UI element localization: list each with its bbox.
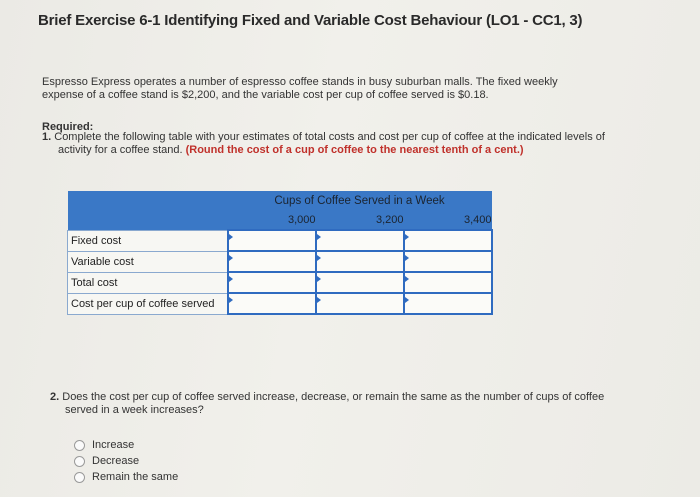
question-2: [50, 391, 625, 417]
page-title: Brief Exercise 6-1 Identifying Fixed and Variable Cost Behaviour (LO1 - CC1, 3): [38, 12, 583, 29]
cost-per-cup-input-3000[interactable]: [228, 293, 316, 314]
table-group-header-row: [68, 191, 492, 210]
row-label-total-cost: Total cost: [68, 272, 228, 293]
question-2-text: Does the cost per cup of coffee served increase, decrease, or remain the same as the number of cups of coffee served in a week increases?: [62, 391, 605, 416]
column-header-3000: 3,000: [287, 213, 316, 226]
option-decrease[interactable]: [74, 453, 178, 469]
row-label-variable-cost: Variable cost: [68, 251, 228, 272]
radio-button[interactable]: [74, 440, 85, 451]
total-cost-input-3400[interactable]: [404, 272, 492, 293]
table-header-blank: [68, 210, 228, 230]
answer-options: [74, 437, 178, 485]
intro-paragraph: Espresso Express operates a number of espresso coffee stands in busy suburban malls. The fixed weekly expense of a coffee stand is $2,200, and the variable cost per cup of coffee served is $0.18.: [42, 76, 558, 101]
variable-cost-input-3000[interactable]: [228, 251, 316, 272]
table-group-header: Cups of Coffee Served in a Week: [274, 194, 445, 207]
table-row: [68, 272, 492, 293]
table-row: [68, 293, 492, 314]
fixed-cost-input-3400[interactable]: [404, 230, 492, 251]
row-label-cost-per-cup: Cost per cup of coffee served: [68, 293, 228, 314]
radio-button[interactable]: [74, 472, 85, 483]
variable-cost-input-3200[interactable]: [316, 251, 404, 272]
table-row: [68, 251, 492, 272]
table-column-header-row: [68, 210, 492, 230]
cost-per-cup-input-3400[interactable]: [404, 293, 492, 314]
option-increase[interactable]: [74, 437, 178, 453]
fixed-cost-input-3000[interactable]: [228, 230, 316, 251]
fixed-cost-input-3200[interactable]: [316, 230, 404, 251]
table-row: [68, 230, 492, 251]
option-remain-same[interactable]: [74, 469, 178, 485]
column-header-3400: 3,400: [463, 213, 492, 226]
column-header-3200: 3,200: [375, 213, 404, 226]
question-1-text: Complete the following table with your estimates of total costs and cost per cup of coffee at the indicated levels of activity for a coffee stand.: [54, 131, 605, 156]
required-label: Required:: [42, 121, 94, 133]
cost-per-cup-input-3200[interactable]: [316, 293, 404, 314]
question-2-number: 2.: [50, 391, 60, 403]
question-1: [42, 131, 618, 157]
cost-table: [67, 191, 493, 315]
radio-button[interactable]: [74, 456, 85, 467]
option-label: Decrease: [92, 455, 140, 467]
table-header-blank: [68, 191, 228, 210]
option-label: Remain the same: [92, 471, 179, 483]
variable-cost-input-3400[interactable]: [404, 251, 492, 272]
question-1-instruction: (Round the cost of a cup of coffee to the nearest tenth of a cent.): [185, 144, 524, 156]
total-cost-input-3200[interactable]: [316, 272, 404, 293]
total-cost-input-3000[interactable]: [228, 272, 316, 293]
row-label-fixed-cost: Fixed cost: [68, 230, 228, 251]
question-1-number: 1.: [42, 131, 52, 143]
option-label: Increase: [92, 439, 135, 451]
